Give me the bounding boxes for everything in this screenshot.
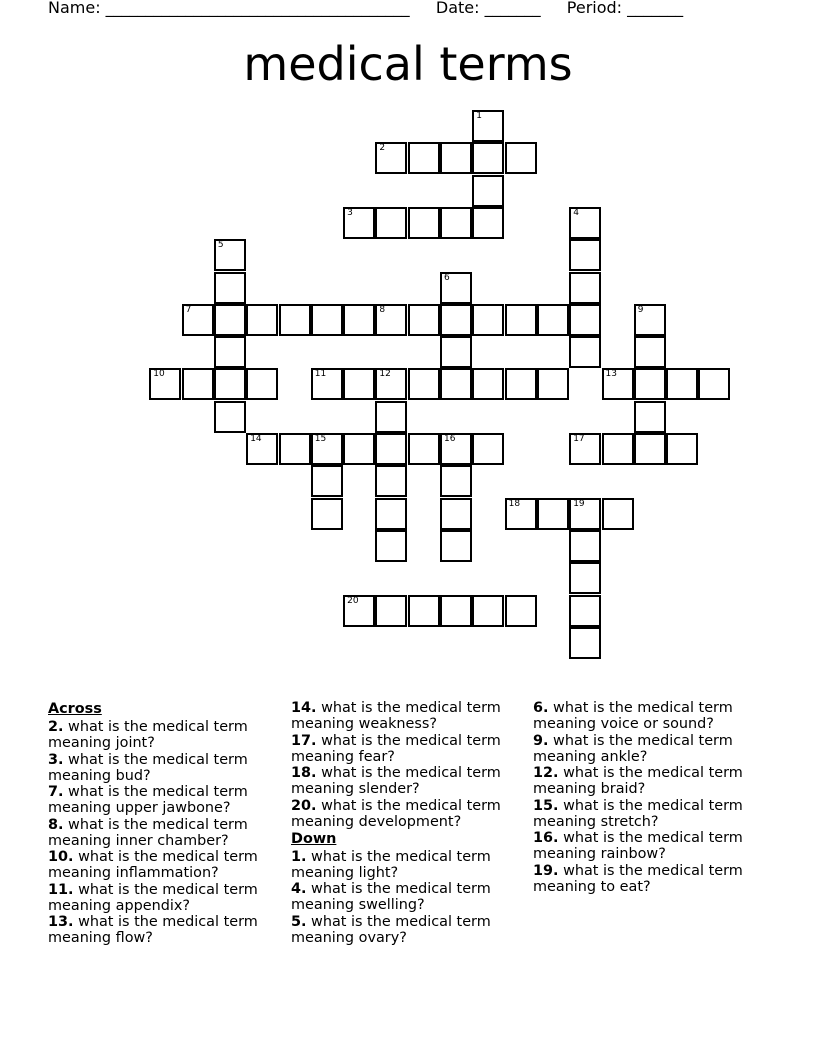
clue-column-2 (291, 700, 526, 946)
clue-column-1 (48, 700, 283, 947)
grid-cell[interactable] (634, 336, 666, 368)
clue-item-number: 12. (533, 765, 559, 781)
clue-number: 4 (573, 207, 579, 218)
clue-number: 18 (508, 498, 521, 509)
clue-number: 1 (476, 111, 483, 121)
grid-cell[interactable] (343, 368, 375, 400)
grid-cell[interactable] (472, 175, 504, 207)
clue-item-text: what is the medical term meaning to eat? (533, 862, 743, 895)
clue-item (48, 882, 283, 914)
grid-cell[interactable] (279, 433, 311, 465)
clue-item-text: what is the medical term meaning swelling? (291, 881, 491, 913)
clue-item-number: 18. (291, 765, 317, 781)
clue-number: 7 (185, 304, 192, 315)
clue-item-text: what is the medical term meaning rainbow? (533, 830, 743, 862)
clue-item-text: what is the medical term meaning flow? (48, 914, 258, 946)
grid-cell[interactable] (472, 595, 504, 627)
clue-item (533, 830, 768, 862)
grid-cell[interactable] (569, 595, 601, 627)
clue-item-text: what is the medical term meaning joint? (48, 719, 248, 751)
clue-item-text: what is the medical term meaning light? (291, 848, 491, 881)
clue-number: 17 (573, 434, 585, 444)
clue-number: 14 (250, 434, 262, 444)
clue-item-number: 19. (533, 862, 559, 879)
grid-cell[interactable] (472, 207, 504, 239)
clue-item-text: what is the medical term meaning voice or sound? (533, 700, 733, 732)
grid-cell[interactable] (472, 110, 504, 142)
grid-cell[interactable] (214, 368, 246, 400)
clue-number: 8 (379, 304, 386, 315)
clue-item-number: 11. (48, 881, 74, 898)
grid-cell[interactable] (375, 401, 407, 433)
clue-number: 6 (444, 272, 450, 283)
grid-cell[interactable] (602, 498, 634, 530)
grid-cell[interactable] (634, 304, 666, 336)
grid-cell[interactable] (569, 336, 601, 368)
grid-cell[interactable] (375, 433, 407, 465)
grid-cell[interactable] (505, 304, 537, 336)
grid-cell[interactable] (343, 304, 375, 336)
clue-item-number: 8. (48, 816, 64, 833)
clue-item-number: 13. (48, 914, 74, 930)
grid-cell[interactable] (440, 498, 472, 530)
clue-number: 15 (314, 434, 327, 444)
grid-cell[interactable] (505, 142, 537, 174)
across-heading: Across (48, 701, 102, 717)
grid-cell[interactable] (569, 530, 601, 562)
grid-cell[interactable] (666, 368, 698, 400)
clue-item-text: what is the medical term meaning weakness? (291, 700, 501, 732)
clue-item-number: 1. (291, 848, 307, 865)
clue-item (48, 752, 283, 784)
grid-cell[interactable] (537, 498, 569, 530)
grid-cell[interactable] (246, 304, 278, 336)
grid-cell[interactable] (569, 562, 601, 594)
grid-cell[interactable] (343, 433, 375, 465)
grid-cell[interactable] (408, 142, 440, 174)
clue-item-number: 3. (48, 751, 64, 768)
grid-cell[interactable] (279, 304, 311, 336)
grid-cell[interactable] (537, 304, 569, 336)
clue-item-text: what is the medical term meaning fear? (291, 732, 501, 765)
grid-cell[interactable] (634, 433, 666, 465)
grid-cell[interactable] (214, 336, 246, 368)
clue-number: 10 (153, 369, 165, 380)
grid-cell[interactable] (569, 272, 601, 304)
grid-cell[interactable] (375, 207, 407, 239)
grid-cell[interactable] (246, 433, 278, 465)
grid-cell[interactable] (440, 433, 472, 465)
grid-cell[interactable] (569, 304, 601, 336)
clue-item (48, 914, 283, 946)
grid-cell[interactable] (634, 401, 666, 433)
grid-cell[interactable] (214, 239, 246, 271)
clue-number: 12 (379, 369, 391, 380)
grid-cell[interactable] (408, 595, 440, 627)
clue-number: 16 (444, 434, 456, 444)
clue-item (48, 719, 283, 751)
grid-cell[interactable] (440, 207, 472, 239)
grid-cell[interactable] (698, 368, 730, 400)
grid-cell[interactable] (472, 368, 504, 400)
clue-item-number: 6. (533, 700, 549, 716)
clue-item-text: what is the medical term meaning bud? (48, 751, 248, 784)
grid-cell[interactable] (182, 368, 214, 400)
grid-cell[interactable] (343, 207, 375, 239)
clue-item-number: 5. (291, 913, 307, 930)
grid-cell[interactable] (375, 304, 407, 336)
grid-cell[interactable] (569, 239, 601, 271)
grid-cell[interactable] (149, 368, 181, 400)
grid-cell[interactable] (440, 368, 472, 400)
grid-cell[interactable] (602, 433, 634, 465)
clue-number: 11 (314, 369, 327, 380)
grid-cell[interactable] (440, 595, 472, 627)
grid-cell[interactable] (408, 207, 440, 239)
clue-column-3 (533, 700, 768, 895)
clue-item (48, 784, 283, 816)
clue-item-text: what is the medical term meaning slender? (291, 765, 501, 797)
grid-cell[interactable] (375, 530, 407, 562)
grid-cell[interactable] (440, 142, 472, 174)
clue-item-number: 4. (291, 881, 307, 897)
page-title: medical terms (243, 37, 573, 91)
clue-item (533, 863, 768, 895)
grid-cell[interactable] (440, 530, 472, 562)
clue-item (291, 914, 526, 946)
grid-cell[interactable] (440, 336, 472, 368)
grid-cell[interactable] (214, 401, 246, 433)
grid-cell[interactable] (375, 595, 407, 627)
clue-item (291, 733, 526, 765)
clue-item-text: what is the medical term meaning appendix? (48, 881, 258, 914)
clue-item-number: 15. (533, 797, 559, 814)
grid-cell[interactable] (440, 465, 472, 497)
grid-cell[interactable] (505, 595, 537, 627)
clue-item-number: 10. (48, 849, 74, 865)
clue-item-number: 17. (291, 732, 317, 749)
date-field-label[interactable]: Date: _______ (435, 0, 541, 17)
clue-item (533, 798, 768, 830)
grid-cell[interactable] (182, 304, 214, 336)
grid-cell[interactable] (505, 368, 537, 400)
grid-cell[interactable] (311, 368, 343, 400)
down-heading: Down (291, 830, 337, 847)
clue-item (291, 765, 526, 797)
clue-item-text: what is the medical term meaning development? (291, 797, 501, 830)
clue-item (291, 798, 526, 830)
clue-item-text: what is the medical term meaning ankle? (533, 732, 733, 765)
clue-item (291, 881, 526, 913)
clue-item-number: 7. (48, 784, 64, 800)
clue-number: 3 (347, 207, 353, 218)
grid-cell[interactable] (569, 627, 601, 659)
grid-cell[interactable] (375, 368, 407, 400)
grid-cell[interactable] (311, 498, 343, 530)
clue-item (533, 700, 768, 732)
grid-cell[interactable] (505, 498, 537, 530)
name-field-label[interactable]: Name: ______________________________________ (48, 0, 410, 17)
grid-cell[interactable] (569, 498, 601, 530)
grid-cell[interactable] (472, 142, 504, 174)
clue-item-text: what is the medical term meaning ovary? (291, 913, 491, 946)
clue-item-number: 20. (291, 797, 317, 814)
clue-item-text: what is the medical term meaning inner chamber? (48, 816, 248, 849)
grid-cell[interactable] (666, 433, 698, 465)
grid-cell[interactable] (537, 368, 569, 400)
clue-number: 13 (605, 369, 617, 380)
clue-number: 20 (347, 595, 359, 606)
grid-cell[interactable] (311, 465, 343, 497)
clue-item (48, 849, 283, 881)
clue-item (533, 733, 768, 765)
clue-item (291, 700, 526, 732)
grid-cell[interactable] (602, 368, 634, 400)
clue-number: 2 (379, 143, 386, 154)
grid-cell[interactable] (440, 272, 472, 304)
grid-cell[interactable] (311, 304, 343, 336)
clue-item-text: what is the medical term meaning inflammation? (48, 849, 258, 881)
grid-cell[interactable] (214, 304, 246, 336)
grid-cell[interactable] (408, 304, 440, 336)
grid-cell[interactable] (375, 465, 407, 497)
clue-item (48, 817, 283, 849)
grid-cell[interactable] (472, 433, 504, 465)
grid-cell[interactable] (408, 433, 440, 465)
grid-cell[interactable] (311, 433, 343, 465)
clue-item (533, 765, 768, 797)
grid-cell[interactable] (375, 498, 407, 530)
clue-number: 5 (217, 240, 224, 251)
grid-cell[interactable] (569, 207, 601, 239)
clue-item (291, 849, 526, 881)
grid-cell[interactable] (634, 368, 666, 400)
grid-cell[interactable] (569, 433, 601, 465)
clue-item-text: what is the medical term meaning upper jawbone? (48, 784, 248, 816)
clue-number: 9 (637, 304, 644, 315)
grid-cell[interactable] (440, 304, 472, 336)
clue-item-text: what is the medical term meaning braid? (533, 765, 743, 797)
clue-item-number: 2. (48, 719, 64, 735)
grid-cell[interactable] (214, 272, 246, 304)
grid-cell[interactable] (343, 595, 375, 627)
clue-item-number: 16. (533, 830, 559, 846)
grid-cell[interactable] (246, 368, 278, 400)
clue-item-number: 14. (291, 700, 317, 716)
grid-cell[interactable] (408, 368, 440, 400)
clue-item-number: 9. (533, 732, 549, 749)
grid-cell[interactable] (375, 142, 407, 174)
grid-cell[interactable] (472, 304, 504, 336)
clue-number: 19 (573, 498, 585, 509)
period-field-label[interactable]: Period: _______ (566, 0, 684, 17)
clue-item-text: what is the medical term meaning stretch? (533, 797, 743, 830)
